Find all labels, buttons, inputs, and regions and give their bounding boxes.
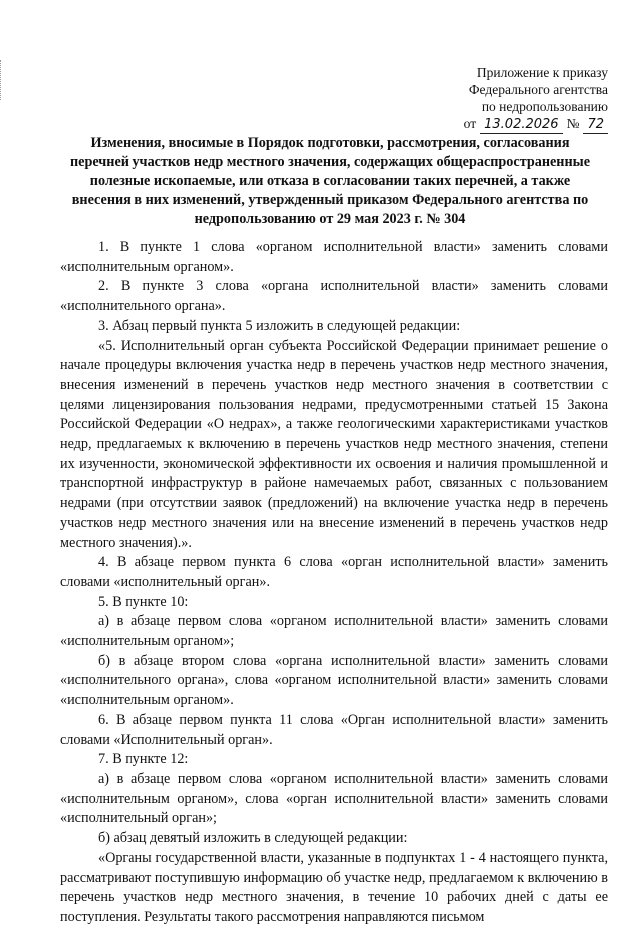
order-number: 72 bbox=[583, 116, 608, 134]
paragraph: 3. Абзац первый пункта 5 изложить в следующей редакции: bbox=[98, 317, 461, 334]
paragraph: 5. В пункте 10: bbox=[98, 593, 189, 610]
order-date: 13.02.2026 bbox=[480, 116, 562, 134]
annex-header bbox=[428, 64, 608, 134]
paragraph: 6. В абзаце первом пункта 11 слова «Орган исполнительной власти» заменить словами «Исполнительный орган». bbox=[60, 711, 608, 748]
paragraph: «5. Исполнительный орган субъекта Российской Федерации принимает решение о начале процедуры включения участка недр в перечень участков недр местного значения, внесения изменений в перечень участков недр местного значения в соответствии с целями лицензирования пользования недрами, предусмотренными статьей 15 Закона Российской Федерации «О недрах», а также геологическими характеристиками участков недр, предлагаемых к включению в перечень участков недр местного значения, степени их изученности, экономической эффективности их освоения и наличия промышленной и транспортной инфраструктур в районе намечаемых работ, связанных с пользованием недрами (при отсутствии заявок (предложений) на включение участка недр в перечень участков недр местного значения или на внесение изменений в перечень участков недр местного значения).». bbox=[60, 337, 608, 551]
paragraph: 4. В абзаце первом пункта 6 слова «орган исполнительной власти» заменить словами «исполнительный орган». bbox=[60, 554, 608, 590]
paragraph: б) абзац девятый изложить в следующей редакции: bbox=[98, 830, 408, 847]
paragraph: а) в абзаце первом слова «органом исполнительной власти» заменить словами «исполнительным органом»; bbox=[60, 613, 608, 650]
paragraph: 2. В пункте 3 слова «органа исполнительной власти» заменить словами «исполнительного органа». bbox=[60, 278, 608, 315]
annex-line-3: по недропользованию bbox=[481, 99, 608, 114]
document-body bbox=[60, 238, 608, 928]
annex-date-row bbox=[428, 115, 608, 134]
scan-margin-marks bbox=[0, 60, 7, 100]
paragraph: 7. В пункте 12: bbox=[98, 751, 189, 768]
annex-line-1: Приложение к приказу bbox=[476, 65, 608, 80]
number-prefix: № bbox=[566, 116, 580, 131]
paragraph: «Органы государственной власти, указанные в подпунктах 1 - 4 настоящего пункта, рассматривают поступившую информацию об участке недр, предлагаемом к включению в перечень участков недр местного значения, в течение 10 рабочих дней с даты ее поступления. Результаты такого рассмотрения направляются письмом bbox=[60, 849, 608, 925]
annex-line-2: Федерального агентства bbox=[468, 82, 608, 97]
paragraph: а) в абзаце первом слова «органом исполнительной власти» заменить словами «исполнительным органом», слова «орган исполнительной власти» заменить словами «исполнительный орган»; bbox=[60, 770, 608, 827]
document-title: Изменения, вносимые в Порядок подготовки, рассмотрения, согласования перечней участков недр местного значения, содержащих общераспространенные полезные ископаемые, или отказа в согласовании таких перечней, а также внесения в них изменений, утвержденный приказом Федерального агентства по недропользованию от 29 мая 2023 г. № 304 bbox=[69, 135, 591, 227]
date-prefix: от bbox=[463, 116, 477, 131]
paragraph: б) в абзаце втором слова «органа исполнительной власти» заменить словами «исполнительного органа», слова «органом исполнительной власти» заменить словами «исполнительным органом». bbox=[60, 652, 608, 709]
paragraph: 1. В пункте 1 слова «органом исполнительной власти» заменить словами «исполнительным органом». bbox=[60, 239, 608, 275]
